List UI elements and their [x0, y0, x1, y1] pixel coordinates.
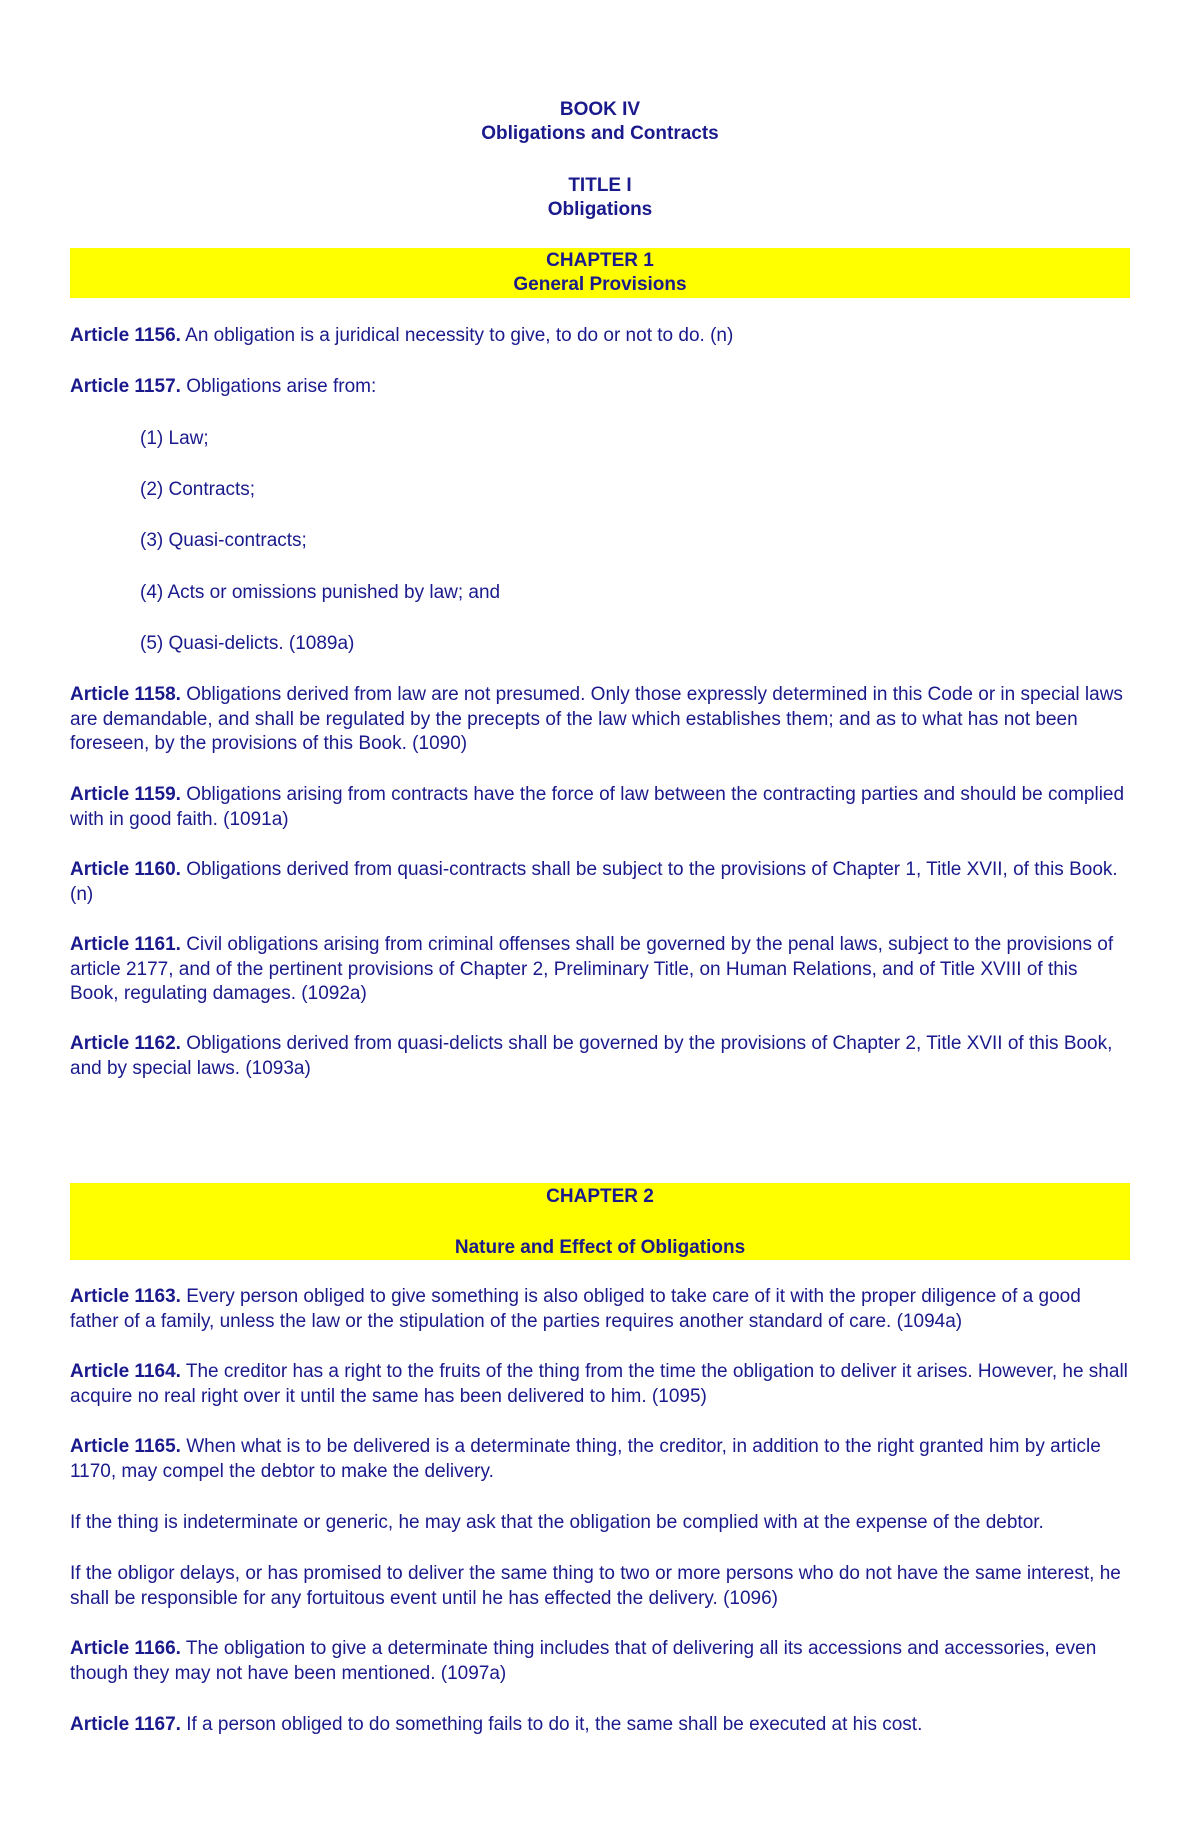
article-1162	[70, 1032, 1130, 1081]
source-contracts: (2) Contracts;	[140, 479, 256, 500]
article-number: Article 1159.	[70, 784, 181, 805]
source-acts-omissions: (4) Acts or omissions punished by law; and	[140, 582, 501, 603]
article-text: The obligation to give a determinate thing includes that of delivering all its accessions and accessories, even though they may not have been mentioned. (1097a)	[70, 1638, 1097, 1684]
article-text: Obligations derived from quasi-contracts shall be subject to the provisions of Chapter 1, Title XVII, of this Book. (n)	[70, 859, 1118, 905]
article-1167	[70, 1713, 1130, 1738]
article-number: Article 1161.	[70, 934, 181, 955]
article-number: Article 1165.	[70, 1436, 181, 1457]
chapter-2-banner	[70, 1183, 1130, 1260]
article-text: If a person obliged to do something fails to do it, the same shall be executed at his cost.	[180, 1714, 923, 1735]
article-text: Obligations arising from contracts have the force of law between the contracting parties and should be complied with in good faith. (1091a)	[70, 784, 1125, 830]
article-1159	[70, 783, 1130, 832]
article-1166	[70, 1637, 1130, 1686]
chapter-1-title: General Provisions	[513, 274, 687, 295]
article-text: Civil obligations arising from criminal offenses shall be governed by the penal laws, subject to the provisions of article 2177, and of the pertinent provisions of Chapter 2, Preliminary Title, on Human Relations, and of Title XVIII of this Book, regulating damages. (1092a)	[70, 934, 1114, 1004]
book-label: BOOK IV	[559, 99, 641, 120]
chapter-1-banner	[70, 248, 1130, 298]
article-text: Obligations derived from quasi-delicts shall be governed by the provisions of Chapter 2, Title XVII of this Book, and by special laws. (1093a)	[70, 1033, 1113, 1079]
article-1165-paragraph-2: If the thing is indeterminate or generic, he may ask that the obligation be complied with at the expense of the debtor.	[70, 1512, 1044, 1533]
article-text: Obligations arise from:	[180, 376, 377, 397]
article-1158	[70, 683, 1130, 757]
article-number: Article 1157.	[70, 376, 181, 397]
chapter-1-label: CHAPTER 1	[546, 250, 654, 271]
article-number: Article 1160.	[70, 859, 181, 880]
title-name: Obligations	[547, 199, 653, 220]
article-1157	[70, 375, 1130, 400]
article-1165	[70, 1435, 1130, 1484]
article-1164	[70, 1360, 1130, 1409]
article-1163	[70, 1285, 1130, 1334]
article-number: Article 1166.	[70, 1638, 181, 1659]
source-quasi-delicts: (5) Quasi-delicts. (1089a)	[140, 633, 355, 654]
article-number: Article 1167.	[70, 1714, 181, 1735]
source-quasi-contracts: (3) Quasi-contracts;	[140, 530, 307, 551]
article-text: Every person obliged to give something is also obliged to take care of it with the proper diligence of a good father of a family, unless the law or the stipulation of the parties requires another standard of care. (1094a)	[70, 1286, 1081, 1332]
article-number: Article 1158.	[70, 684, 181, 705]
article-text: The creditor has a right to the fruits of the thing from the time the obligation to deliver it arises. However, he shall acquire no real right over it until the same has been delivered to him. (1095)	[70, 1361, 1128, 1407]
article-number: Article 1163.	[70, 1286, 181, 1307]
book-title: Obligations and Contracts	[481, 123, 719, 144]
chapter-2-label: CHAPTER 2	[546, 1186, 654, 1207]
article-text: Obligations derived from law are not presumed. Only those expressly determined in this Code or in special laws are demandable, and shall be regulated by the precepts of the law which establishes them; and as to what has not been foreseen, by the provisions of this Book. (1090)	[70, 684, 1123, 754]
article-number: Article 1162.	[70, 1033, 181, 1054]
article-number: Article 1156.	[70, 325, 181, 346]
article-1156	[70, 324, 1130, 349]
article-1160	[70, 858, 1130, 907]
article-number: Article 1164.	[70, 1361, 181, 1382]
title-label: TITLE I	[568, 175, 632, 196]
book-heading	[70, 98, 1130, 146]
article-text: When what is to be delivered is a determinate thing, the creditor, in addition to the right granted him by article 1170, may compel the debtor to make the delivery.	[70, 1436, 1101, 1482]
article-text: An obligation is a juridical necessity to give, to do or not to do. (n)	[180, 325, 734, 346]
article-1165-paragraph-3: If the obligor delays, or has promised to deliver the same thing to two or more persons who do not have the same interest, he shall be responsible for any fortuitous event until he has effected the delivery. (1096)	[70, 1563, 1121, 1609]
source-law: (1) Law;	[140, 428, 209, 449]
title-heading	[70, 174, 1130, 222]
article-1161	[70, 933, 1130, 1007]
chapter-2-title: Nature and Effect of Obligations	[454, 1237, 746, 1258]
